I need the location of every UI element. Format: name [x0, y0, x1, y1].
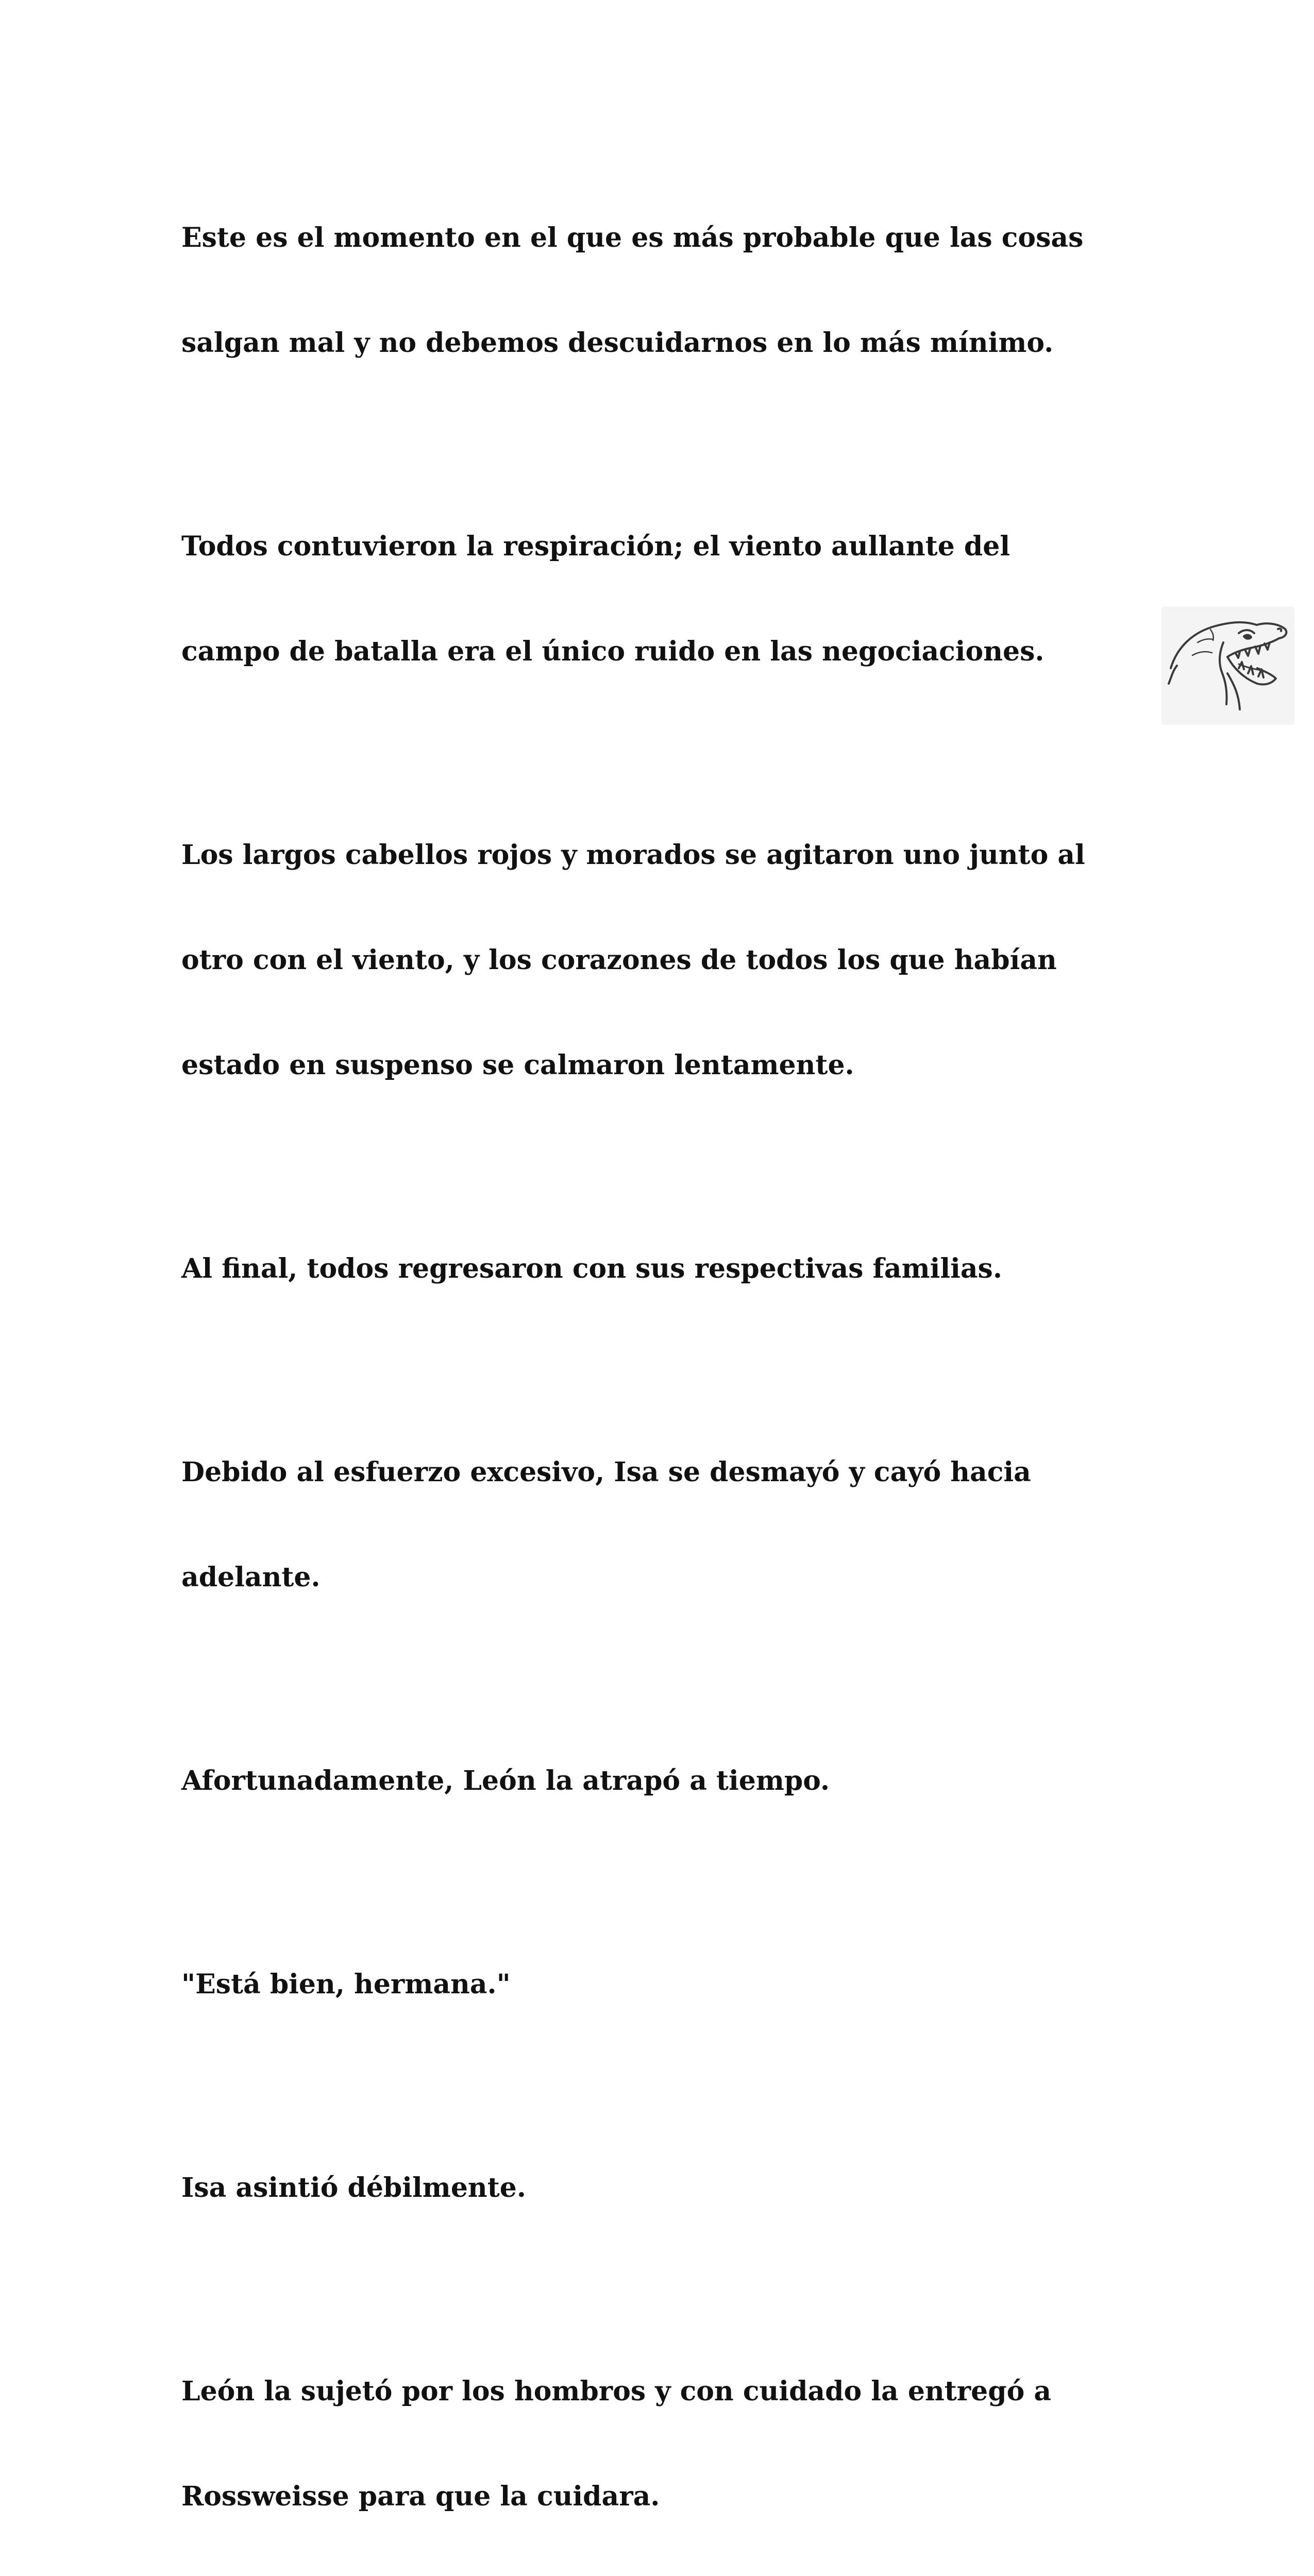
paragraph-line: otro con el viento, y los corazones de todos los que habían [181, 944, 1057, 976]
paragraph-line: estado en suspenso se calmaron lentamente. [181, 1049, 854, 1081]
paragraph-line: Isa asintió débilmente. [181, 2172, 526, 2204]
paragraph-line: adelante. [181, 1562, 321, 1593]
paragraph [181, 459, 1140, 739]
paragraph [181, 1385, 1140, 1665]
paragraph [181, 768, 1140, 1153]
paragraph [181, 1693, 1140, 1869]
paragraph-line: Rossweisse para que la cuidara. [181, 2481, 660, 2512]
paragraph-line: "Está bien, hermana." [181, 1969, 511, 2000]
paragraph-line: Este es el momento en el que es más probable que las cosas [181, 222, 1084, 253]
paragraph-line: salgan mal y no debemos descuidarnos en lo más mínimo. [181, 327, 1054, 359]
paragraph-line: Los largos cabellos rojos y morados se agitaron uno junto al [181, 839, 1085, 871]
paragraph-line: Debido al esfuerzo excesivo, Isa se desmayó y cayó hacia [181, 1456, 1031, 1488]
paragraph [181, 1181, 1140, 1357]
paragraph [181, 150, 1140, 431]
paragraph-line: campo de batalla era el único ruido en las negociaciones. [181, 636, 1045, 667]
paragraph [181, 2100, 1140, 2276]
paragraph [181, 2304, 1140, 2576]
paragraph [181, 1897, 1140, 2072]
paragraph-line: Al final, todos regresaron con sus respectivas familias. [181, 1253, 1002, 1284]
story-text [181, 150, 1140, 2576]
paragraph-line: León la sujetó por los hombros y con cuidado la entregó a [181, 2376, 1052, 2407]
dinosaur-head-icon [1161, 606, 1294, 725]
paragraph-line: Afortunadamente, León la atrapó a tiempo. [181, 1765, 830, 1797]
paragraph-line: Todos contuvieron la respiración; el viento aullante del [181, 531, 1010, 562]
